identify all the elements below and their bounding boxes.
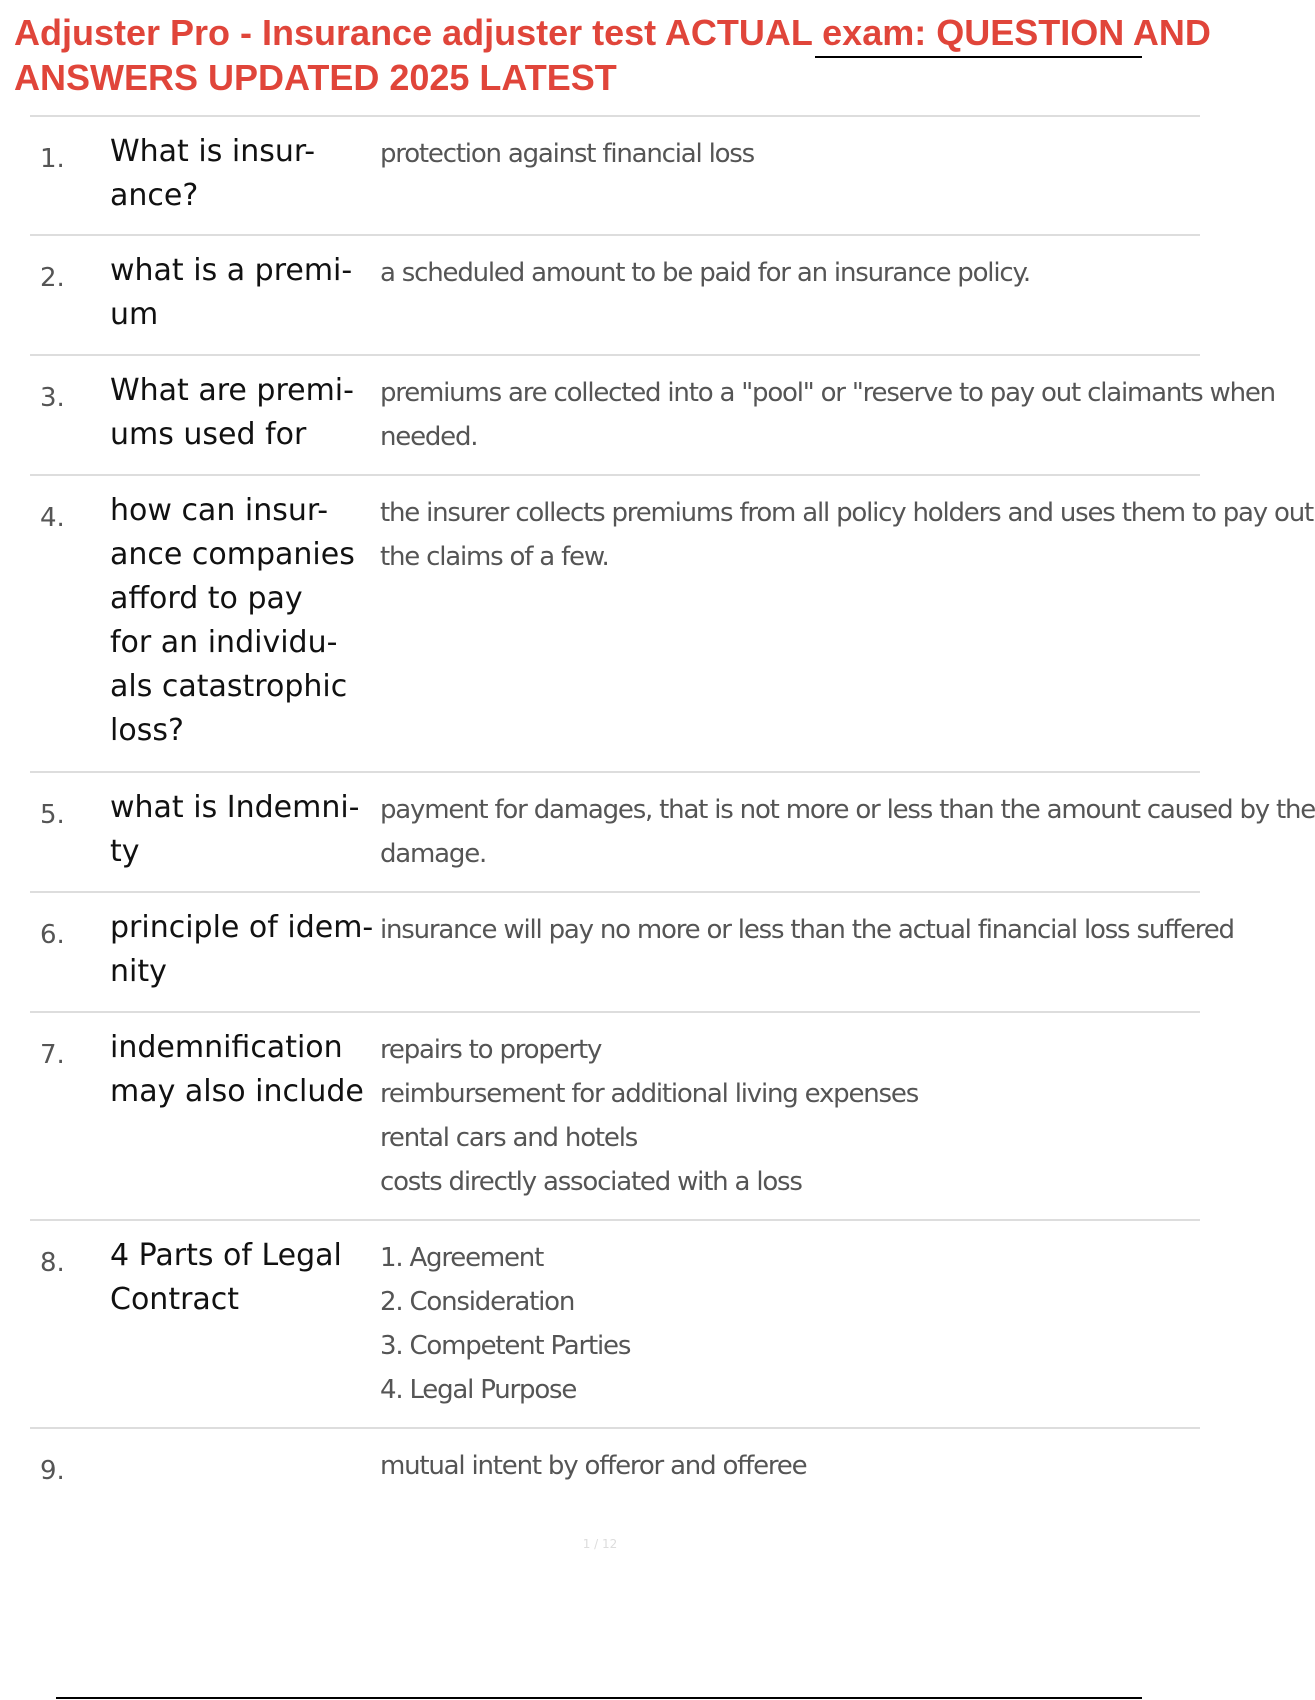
question-term — [110, 369, 380, 457]
definition-line: premiums are collected into a "pool" or "reserve to pay out claimants when — [380, 378, 1275, 408]
definition-line: rental cars and hotels — [380, 1123, 638, 1153]
answer-definition — [380, 371, 1275, 459]
qa-row-8 — [30, 1221, 1200, 1429]
row-number: 9. — [40, 1456, 65, 1486]
document-title-line-1: Adjuster Pro - Insurance adjuster test ACTUAL exam: QUESTION AND — [14, 12, 1211, 53]
qa-row-2 — [30, 236, 1200, 356]
qa-row-7 — [30, 1013, 1200, 1221]
document-title — [14, 10, 1211, 100]
question-term — [110, 786, 380, 874]
term-line: ty — [110, 834, 140, 869]
term-line: loss? — [110, 713, 184, 748]
definition-line: the claims of a few. — [380, 542, 609, 572]
answer-definition — [380, 788, 1315, 876]
row-number: 2. — [40, 263, 65, 293]
question-term — [110, 1026, 380, 1114]
page-number: 1 / 12 — [582, 1537, 618, 1551]
term-line: 4 Parts of Legal — [110, 1238, 342, 1273]
term-line: als catastrophic — [110, 669, 348, 704]
term-line: principle of idem- — [110, 910, 374, 945]
definition-line: damage. — [380, 839, 487, 869]
answer-definition — [380, 1444, 1195, 1488]
term-line: may also include — [110, 1074, 364, 1109]
row-number: 8. — [40, 1248, 65, 1278]
answer-definition — [380, 251, 1195, 295]
document-title-line-2: ANSWERS UPDATED 2025 LATEST — [14, 57, 617, 98]
definition-line: the insurer collects premiums from all policy holders and uses them to pay out — [380, 498, 1313, 528]
row-number: 7. — [40, 1040, 65, 1070]
definition-line: 1. Agreement — [380, 1243, 544, 1273]
term-line: What are premi- — [110, 373, 354, 408]
title-underline — [815, 56, 1142, 58]
term-line: nity — [110, 954, 167, 989]
row-number: 1. — [40, 144, 65, 174]
row-number: 3. — [40, 383, 65, 413]
answer-definition — [380, 491, 1313, 579]
qa-row-4 — [30, 476, 1313, 773]
definition-line: a scheduled amount to be paid for an insurance policy. — [380, 258, 1030, 288]
row-number: 6. — [40, 920, 65, 950]
answer-definition — [380, 908, 1234, 952]
term-line: Contract — [110, 1282, 240, 1317]
qa-row-5 — [30, 773, 1315, 893]
answer-definition — [380, 1028, 1195, 1204]
term-line: for an individu- — [110, 625, 338, 660]
qa-row-6 — [30, 893, 1234, 1013]
row-number: 4. — [40, 503, 65, 533]
definition-line: payment for damages, that is not more or less than the amount caused by the — [380, 795, 1315, 825]
qa-row-1 — [30, 117, 1200, 236]
question-term — [110, 489, 380, 753]
term-line: afford to pay — [110, 581, 303, 616]
term-line: ums used for — [110, 417, 307, 452]
term-line: indemnification — [110, 1030, 343, 1065]
definition-line: repairs to property — [380, 1035, 602, 1065]
question-term — [110, 249, 380, 337]
definition-line: mutual intent by offeror and offeree — [380, 1451, 807, 1481]
definition-line: 2. Consideration — [380, 1287, 575, 1317]
question-term — [110, 130, 380, 218]
term-line: what is a premi- — [110, 253, 353, 288]
term-line: how can insur- — [110, 493, 329, 528]
qa-table — [30, 115, 1315, 1519]
definition-line: insurance will pay no more or less than the actual financial loss suffered — [380, 915, 1234, 945]
term-line: what is Indemni- — [110, 790, 360, 825]
qa-row-3 — [30, 356, 1275, 476]
question-term — [110, 1234, 380, 1322]
definition-line: 3. Competent Parties — [380, 1331, 631, 1361]
definition-line: reimbursement for additional living expenses — [380, 1079, 919, 1109]
definition-line: 4. Legal Purpose — [380, 1375, 577, 1405]
definition-line: costs directly associated with a loss — [380, 1167, 802, 1197]
bottom-rule — [56, 1697, 1142, 1699]
term-line: ance? — [110, 178, 199, 213]
term-line: um — [110, 297, 159, 332]
definition-line: protection against financial loss — [380, 139, 754, 169]
question-term — [110, 906, 380, 994]
term-line: What is insur- — [110, 134, 316, 169]
answer-definition — [380, 1236, 1195, 1412]
answer-definition — [380, 132, 1195, 176]
definition-line: needed. — [380, 422, 478, 452]
qa-row-9 — [30, 1429, 1200, 1519]
row-number: 5. — [40, 800, 65, 830]
term-line: ance companies — [110, 537, 355, 572]
